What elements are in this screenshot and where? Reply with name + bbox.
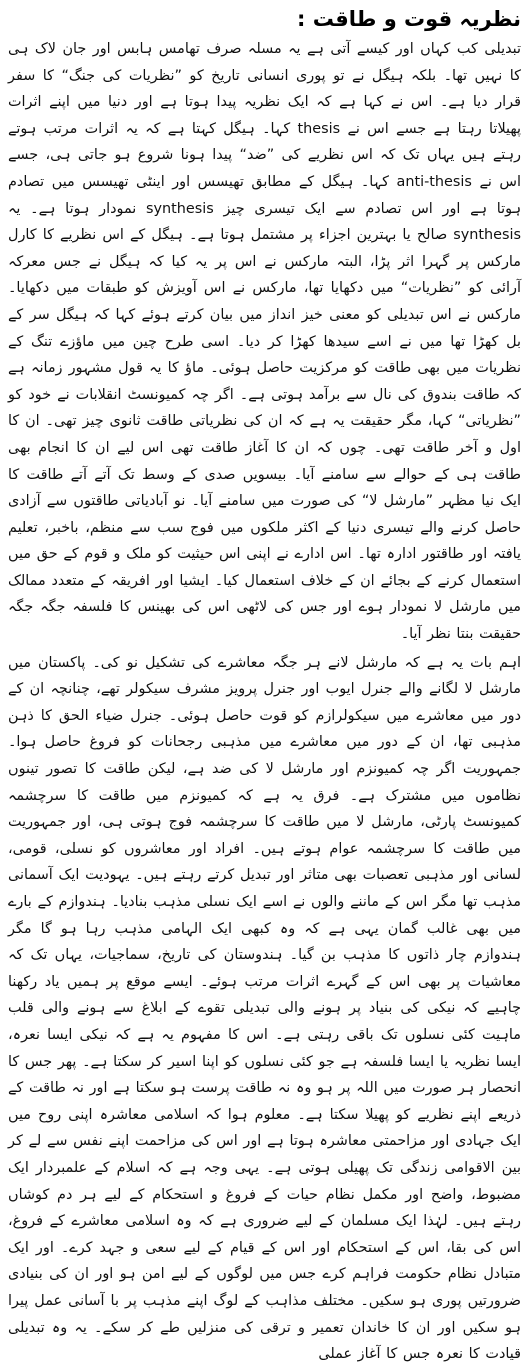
article-paragraph-1: تبدیلی کب کہاں اور کیسے آتی ہے یہ مسلہ صرف تھامس ہابس اور جان لاک ہی کا نہیں تھا۔ بلکہ ہیگل نے تو پوری انسانی تاریخ کو ”نظریات کی جنگ“ کا سفر قرار دیا ہے۔ اس نے کہا ہے کہ ایک نظریہ پیدا ہوتا ہے اور دنیا میں اپنے اثرات پھیلاتا رہتا ہے جسے اس نے thesis کہا۔ ہیگل کہتا ہے کہ یہ اثرات مرتب ہوتے رہتے ہیں یہاں تک کہ اس نظریے کی ”ضد“ پیدا ہونا شروع ہو جاتی ہی، جسے اس نے anti-thesis کہا۔ ہیگل کے مطابق تھیسس اور اینٹی تھیسس میں تصادم ہوتا ہے اور اس تصادم سے ایک تیسری چیز synthesis نمودار ہوتا ہے۔ یہ synthesis صالح یا بہترین اجزاء پر مشتمل ہوتا ہے۔ ہیگل کے اس نظریے کا کارل مارکس پر گہرا اثر پڑا، البتہ مارکس نے اس پر یہ کیا کہ ہیگل نے جس معرکہ آرائی کو ”نظریات“ میں دکھایا تھا، مارکس نے اس آویزش کو طبقات میں دکھایا۔ مارکس نے اس تبدیلی کو معنی خیز انداز میں بیان کرتے ہوئے کہا کہ ہیگل سر کے بل کھڑا تھا میں نے اسے سیدھا کھڑا کر دیا۔ اسی طرح چین میں ماؤزے تنگ کے نظریات میں بھی طاقت کو مرکزیت حاصل ہوئی۔ ماؤ کا یہ قول مشہور زمانہ ہے کہ طاقت بندوق کی نال سے برآمد ہوتی ہے۔ اگر چہ کمیونسٹ انقلابات نے خود کو ”نظریاتی“ کہا، مگر حقیقت یہ ہے کہ ان کی نظریاتی طاقت ثانوی چیز تھی۔ ان کا اول و آخر طاقت تھی۔ چوں کہ ان کا آغاز طاقت تھی اس لیے ان کا انجام بھی طاقت ہی کے حوالے سے سامنے آیا۔ بیسویں صدی کے وسط تک آتے آتے طاقت کا ایک نیا مظہر ”مارشل لا“ کی صورت میں سامنے آیا۔ نو آبادیاتی طاقتوں سے آزادی حاصل کرنے والے تیسری دنیا کے اکثر ملکوں میں فوج سب سے منظم، باخبر، تعلیم یافتہ اور طاقتور ادارہ تھا۔ اس ادارے نے اپنی اس حیثیت کو ملک و قوم کے حق میں استعمال کرنے کے بجائے ان کے خلاف استعمال کیا۔ ایشیا اور افریقہ کے متعدد ممالک میں مارشل لا نمودار ہوے اور جس کی لاٹھی اس کی بھینس کا فلسفہ جگہ جگہ حقیقت بنتا نظر آیا۔ — [8, 41, 522, 643]
article-paragraph-2: اہم بات یہ ہے کہ مارشل لانے ہر جگہ معاشرے کی تشکیل نو کی۔ پاکستان میں مارشل لا لگانے والے جنرل ایوب اور جنرل پرویز مشرف سیکولر تھے، چنانچہ ان کے دور میں معاشرے میں سیکولرازم کو قوت حاصل ہوئی۔ جنرل ضیاء الحق کا ذہن مذہبی تھا، ان کے دور میں معاشرے میں مذہبی رجحانات کو فروغ حاصل ہوا۔ جمہوریت اگر چہ کمیونزم اور مارشل لا کی ضد ہے، لیکن طاقت کا تصور تینوں نظاموں میں مشترک ہے۔ فرق یہ ہے کہ کمیونزم میں طاقت کا سرچشمہ کمیونسٹ پارٹی، مارشل لا میں طاقت کا سرچشمہ فوج ہوتی ہی، اور جمہوریت میں طاقت کا سرچشمہ عوام ہوتے ہیں۔ افراد اور معاشروں کو نسلی، قومی، لسانی اور مذہبی تعصبات بھی متاثر اور تبدیل کرتے رہتے ہیں۔ یہودیت ایک آسمانی مذہب تھا مگر اس کے ماننے والوں نے اسے ایک نسلی مذہب بنادیا۔ ہندوازم کے بارے میں بھی غالب گمان یہی ہے کہ وہ کبھی ایک الہامی مذہب رہا ہو گا مگر ہندوازم چار ذاتوں کا مذہب بن گیا۔ ہندوستان کی تاریخ، سماجیات، یہاں تک کہ معاشیات پر بھی اس کے گہرے اثرات مرتب ہوئے۔ ایسے موقع پر ہمیں یاد رکھنا چاہیے کہ نیکی کی بنیاد پر ہونے والی تبدیلی تقوے کے ابلاغ سے ہونے والی قلب ماہیت کئی نسلوں تک باقی رہتی ہے۔ اس کا مفہوم یہ ہے کہ نیکی ایسا نعرہ، ایسا نظریہ یا ایسا فلسفہ ہے جو کئی نسلوں کو اپنا اسیر کر سکتا ہے۔ پھر جس کا انحصار ہر صورت میں اللہ پر ہو وہ نہ طاقت پرست ہو سکتا ہے اور نہ طاقت کے ذریعے اپنے نظریے کو پھیلا سکتا ہے۔ معلوم ہوا کہ اسلامی معاشرہ اپنی روح میں ایک جہادی اور مزاحمتی معاشرہ ہوتا ہے اور اس کی مزاحمت اپنے نفس سے لے کر بین الاقوامی زندگی تک پھیلی ہوتی ہے۔ یہی وجہ ہے کہ اسلام کے علمبردار ایک مضبوط، واضح اور مکمل نظام حیات کے فروغ و استحکام کے لیے ہر دم کوشاں رہتے ہیں۔ لہٰذا ایک مسلمان کے لیے ضروری ہے کہ وہ اسلامی معاشرے کے فروغ، اس کی بقا، اس کے استحکام اور اس کے قیام کے لیے سعی و جہد کرے۔ اور ایک متبادل نظام حکومت فراہم کرے جس میں لوگوں کے لیے امن ہو اور ان کی بنیادی ضرورتیں پوری ہو سکیں۔ مختلف مذاہب کے لوگ اپنے مذہب پر با آسانی عمل پیرا ہو سکیں اور ان کا خاندان تعمیر و ترقی کی منزلیں طے کر سکے۔ یہ وہ تبدیلی قیادت کا نعرہ جس کا آغاز عملی — [8, 654, 521, 1363]
article-heading: نظریہ قوت و طاقت : — [297, 7, 521, 31]
